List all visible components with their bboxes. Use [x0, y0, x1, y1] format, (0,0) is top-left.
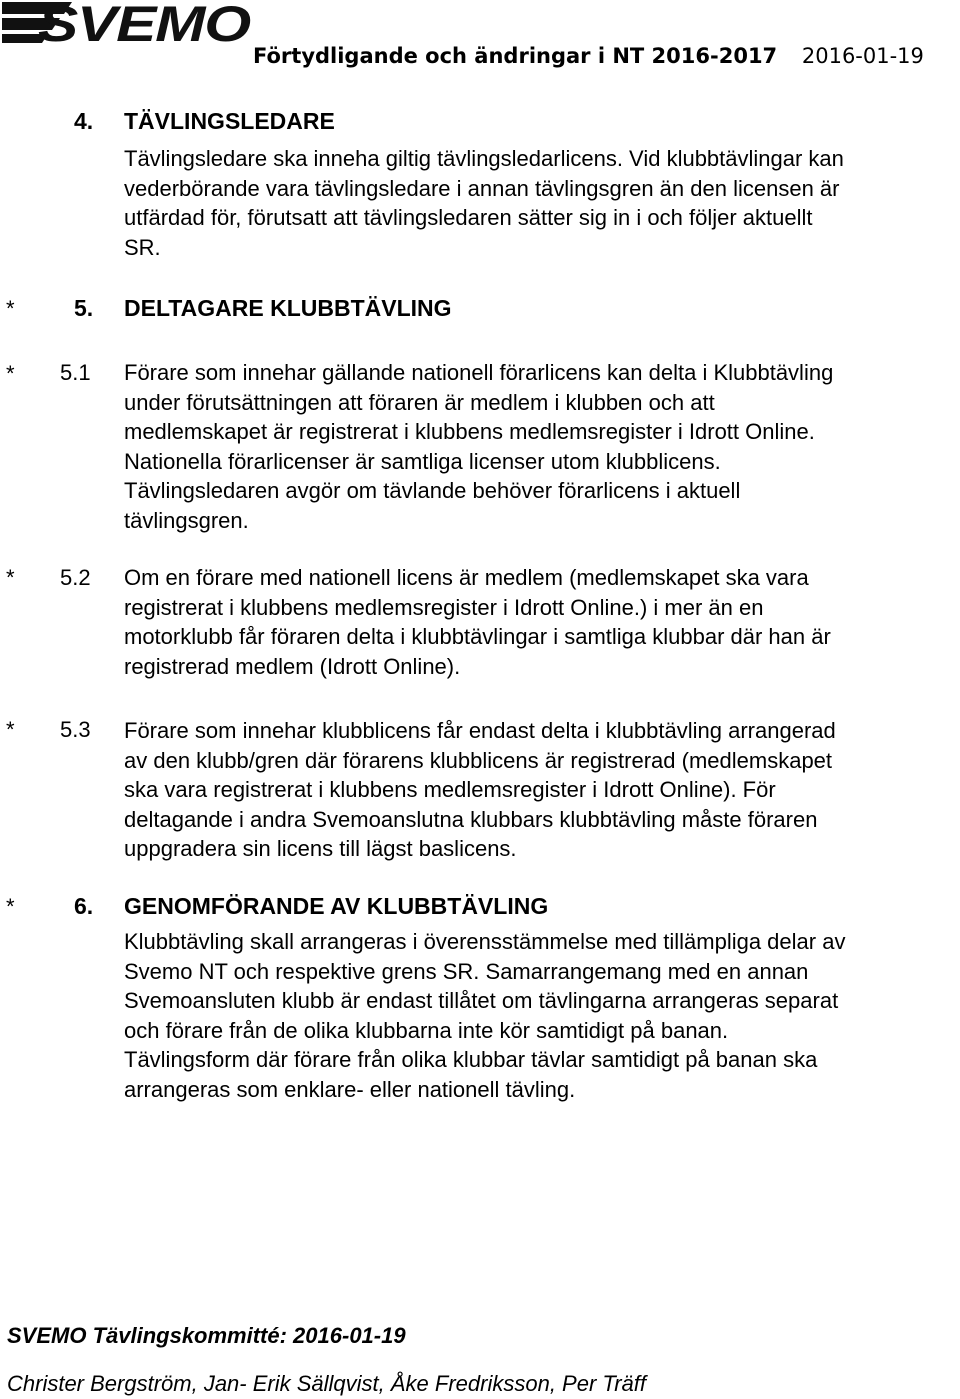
section-5-1-line: Tävlingsledaren avgör om tävlande behöver förarlicens i aktuell	[124, 478, 741, 504]
section-5-1-body	[124, 358, 833, 536]
section-4-line: SR.	[124, 234, 161, 260]
section-6-line: Svemoansluten klubb är endast tillåtet om tävlingarna arrangeras separat	[124, 988, 839, 1014]
section-5-3-line: av den klubb/gren där förarens klubblicens är registrerad (medlemskapet	[124, 747, 833, 773]
section-4-title: TÄVLINGSLEDARE	[124, 108, 335, 134]
section-5-1-number: 5.1	[60, 360, 91, 385]
section-6-line: och förare från de olika klubbarna inte kör samtidigt på banan.	[124, 1017, 729, 1043]
section-5-1-line: medlemskapet är registrerat i klubbens medlemsregister i Idrott Online.	[124, 419, 815, 445]
section-5-star: *	[6, 296, 15, 321]
section-6-star: *	[6, 894, 15, 919]
section-4-line: Tävlingsledare ska inneha giltig tävlingsledarlicens. Vid klubbtävlingar kan	[124, 146, 844, 171]
section-6-line: arrangeras som enklare- eller nationell tävling.	[124, 1076, 576, 1102]
section-5-2-line: registrerat i klubbens medlemsregister i Idrott Online.) i mer än en	[124, 594, 764, 620]
section-5-3-body	[124, 716, 836, 864]
document-date: 2016-01-19	[801, 44, 924, 68]
section-4-line: utfärdad för, förutsatt att tävlingsledaren sätter sig in i och följer aktuellt	[124, 205, 813, 231]
section-5-1-line: under förutsättningen att föraren är medlem i klubben och att	[124, 389, 715, 415]
section-5-1-line: Förare som innehar gällande nationell förarlicens kan delta i Klubbtävling	[124, 360, 834, 385]
section-6-line: Svemo NT och respektive grens SR. Samarrangemang med en annan	[124, 958, 809, 984]
section-5-2-line: registrerad medlem (Idrott Online).	[124, 653, 461, 679]
section-6-line: Tävlingsform där förare från olika klubbar tävlar samtidigt på banan ska	[124, 1047, 818, 1073]
footer-authors: Christer Bergström, Jan- Erik Sällqvist, Åke Fredriksson, Per Träff	[7, 1371, 646, 1396]
section-5-3-star: *	[6, 717, 15, 742]
section-5-1-line: Nationella förarlicenser är samtliga licenser utom klubblicens.	[124, 448, 721, 474]
section-5-number: 5.	[74, 295, 94, 321]
section-6-line: Klubbtävling skall arrangeras i överensstämmelse med tillämpliga delar av	[124, 929, 846, 954]
section-6-number: 6.	[74, 893, 94, 919]
section-5-3-line: Förare som innehar klubblicens får endast delta i klubbtävling arrangerad	[124, 718, 836, 743]
section-5-2-line: Om en förare med nationell licens är medlem (medlemskapet ska vara	[124, 565, 809, 590]
document-header	[253, 44, 924, 68]
section-6-body	[124, 927, 845, 1105]
section-5-3-line: uppgradera sin licens till lägst baslicens.	[124, 836, 517, 862]
section-5-1-line: tävlingsgren.	[124, 507, 249, 533]
section-5-title: DELTAGARE KLUBBTÄVLING	[124, 295, 452, 321]
section-5-3-line: deltagande i andra Svemoanslutna klubbars klubbtävling måste föraren	[124, 806, 818, 832]
section-6-title: GENOMFÖRANDE AV KLUBBTÄVLING	[124, 893, 549, 919]
document-title: Förtydligande och ändringar i NT 2016-2017	[253, 44, 778, 68]
logo-text: SVEMO	[38, 0, 252, 44]
section-5-3-line: ska vara registrerat i klubbens medlemsregister i Idrott Online). För	[124, 777, 776, 803]
svemo-logo	[2, 0, 252, 44]
section-5-2-body	[124, 563, 831, 681]
section-4-body	[124, 144, 844, 262]
section-5-2-line: motorklubb får föraren delta i klubbtävlingar i samtliga klubbar där han är	[124, 624, 831, 650]
section-4-number: 4.	[74, 108, 94, 134]
section-4-line: vederbörande vara tävlingsledare i annan tävlingsgren än den licensen är	[124, 175, 840, 201]
footer-committee: SVEMO Tävlingskommitté: 2016-01-19	[7, 1323, 406, 1348]
section-5-2-star: *	[6, 565, 15, 590]
section-5-1-star: *	[6, 361, 15, 386]
section-5-3-number: 5.3	[60, 717, 91, 742]
section-5-2-number: 5.2	[60, 565, 91, 590]
